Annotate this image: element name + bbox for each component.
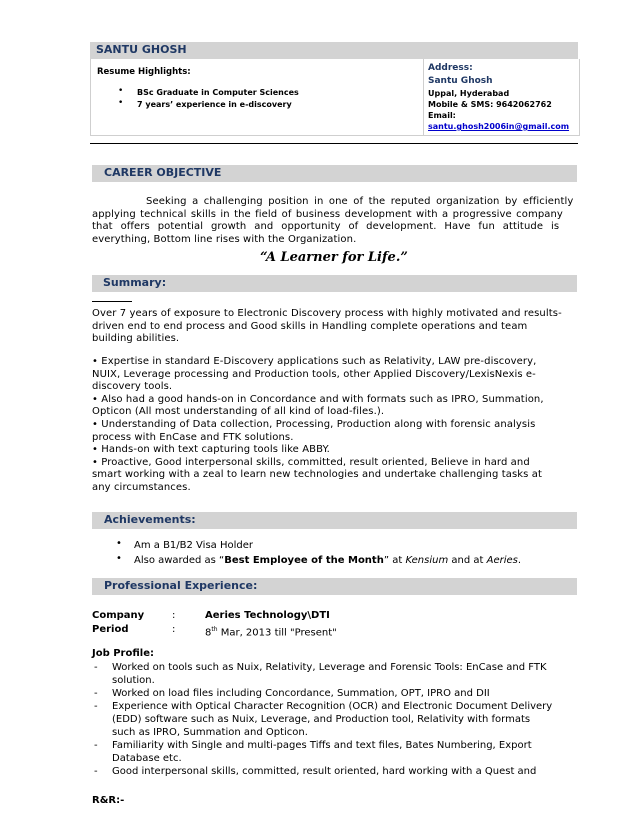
experience-bar [92,578,577,595]
text-line: that offers potential growth and opportunity of development. Have fun attitude is [92,221,560,233]
text-line: any circumstances. [92,481,191,493]
career-objective-bar [92,165,577,182]
text-fragment: Also awarded as “ [134,555,225,566]
bullet-icon: • [116,553,122,564]
text-line: applying technical skills in the field of business development with a progressive company [92,208,563,220]
list-item [92,739,587,765]
text-line: Familiarity with Single and multi-pages Tiffs and text files, Bates Numbering, Export [112,740,532,751]
email-link[interactable]: santu.ghosh2006in@gmail.com [428,122,570,131]
company-name: Aeries [486,555,518,566]
job-profile-title: Job Profile: [92,648,154,659]
bullet-icon: • [118,86,124,96]
text-line: smart working with a zeal to learn new technologies and undertake challenging tasks at [92,469,543,481]
achievements-title: Achievements: [104,513,196,526]
list-item [92,687,587,700]
colon: : [172,624,176,635]
text-line: Database etc. [112,753,182,764]
list-item [92,765,587,778]
company-value: Aeries Technology\DTI [205,610,330,621]
highlight-item: BSc Graduate in Computer Sciences [137,88,299,97]
text-line: Worked on load files including Concordance, Summation, OPT, IPRO and DII [112,688,490,699]
text-line: NUIX, Leverage processing and Production tools, other Applied Discovery/LexisNexis e- [92,368,536,380]
list-item [92,661,587,687]
bullet-icon: • [118,98,124,108]
motto: “A Learner for Life.” [260,250,408,265]
text-fragment: ” at [383,555,406,566]
text-line: Worked on tools such as Nuix, Relativity, Leverage and Forensic Tools: EnCase and FTK [112,662,547,673]
summary-bullets [92,356,582,495]
summary-rule [92,301,132,302]
text-fragment: 8 [205,627,212,639]
text-line: everything, Bottom line rises with the Organization. [92,233,357,245]
dash-icon: - [94,701,98,712]
dash-icon: - [94,740,98,751]
period-label: Period [92,624,129,635]
rr-title: R&R:- [92,795,125,806]
text-line: Good interpersonal skills, committed, result oriented, hard working with a Quest and [112,766,537,777]
dash-icon: - [94,688,98,699]
address-city: Uppal, Hyderabad [428,89,510,98]
highlights-title: Resume Highlights: [97,67,191,77]
text-line: solution. [112,675,155,686]
achievement-visa: Am a B1/B2 Visa Holder [134,540,254,551]
summary-bar [92,275,577,292]
job-profile-list [92,661,587,778]
highlight-item: 7 years’ experience in e-discovery [137,100,292,109]
text-line: Opticon (All most understanding of all kind of load-files.). [92,406,385,418]
text-line: Seeking a challenging position in one of the reputed organization by efficiently [146,196,574,207]
candidate-name: SANTU GHOSH [96,43,187,56]
text-line: process with EnCase and FTK solutions. [92,431,294,443]
achievements-bar [92,512,577,529]
text-line: Over 7 years of exposure to Electronic Discovery process with highly motivated and results- [92,308,562,319]
dash-icon: - [94,662,98,673]
text-fragment: th [211,626,218,633]
company-name: Kensium [405,555,449,566]
address-name: Santu Ghosh [428,76,493,86]
text-fragment: Mar, 2013 till "Present" [217,627,337,639]
period-value [205,623,337,639]
summary-intro [92,308,582,346]
career-objective-title: CAREER OBJECTIVE [104,166,222,179]
text-line: (EDD) software such as Nuix, Leverage, and Production tool, Relativity with formats [112,714,531,725]
text-line: • Also had a good hands-on in Concordance and with formats such as IPRO, Summation, [92,393,544,405]
text-fragment: and at [448,555,487,566]
text-line: • Proactive, Good interpersonal skills, committed, result oriented, Believe in hard and [92,456,530,468]
name-bar [90,42,578,59]
summary-title: Summary: [103,276,167,289]
address-mobile: Mobile & SMS: 9642062762 [428,100,552,109]
text-line: discovery tools. [92,381,173,393]
text-line: • Expertise in standard E-Discovery applications such as Relativity, LAW pre-discovery, [92,356,537,367]
text-line: driven end to end process and Good skills in Handling complete operations and team [92,320,528,332]
achievement-award [134,554,521,567]
address-label: Address: [428,63,473,73]
experience-title: Professional Experience: [104,579,258,592]
text-line: • Hands-on with text capturing tools like ABBY. [92,444,330,456]
award-title: Best Employee of the Month [224,555,384,566]
bullet-icon: • [116,538,122,549]
dash-icon: - [94,766,98,777]
header-divider [423,59,424,135]
company-label: Company [92,610,145,621]
text-line: building abilities. [92,333,180,345]
career-objective-text [92,196,582,246]
text-line: • Understanding of Data collection, Processing, Production along with forensic analysis [92,418,536,430]
header-rule [90,143,578,144]
text-line: such as IPRO, Summation and Opticon. [112,727,308,738]
text-fragment: . [517,555,522,566]
list-item [92,700,587,739]
colon: : [172,610,176,621]
email-label: Email: [428,111,456,120]
text-line: Experience with Optical Character Recognition (OCR) and Electronic Document Delivery [112,701,553,712]
